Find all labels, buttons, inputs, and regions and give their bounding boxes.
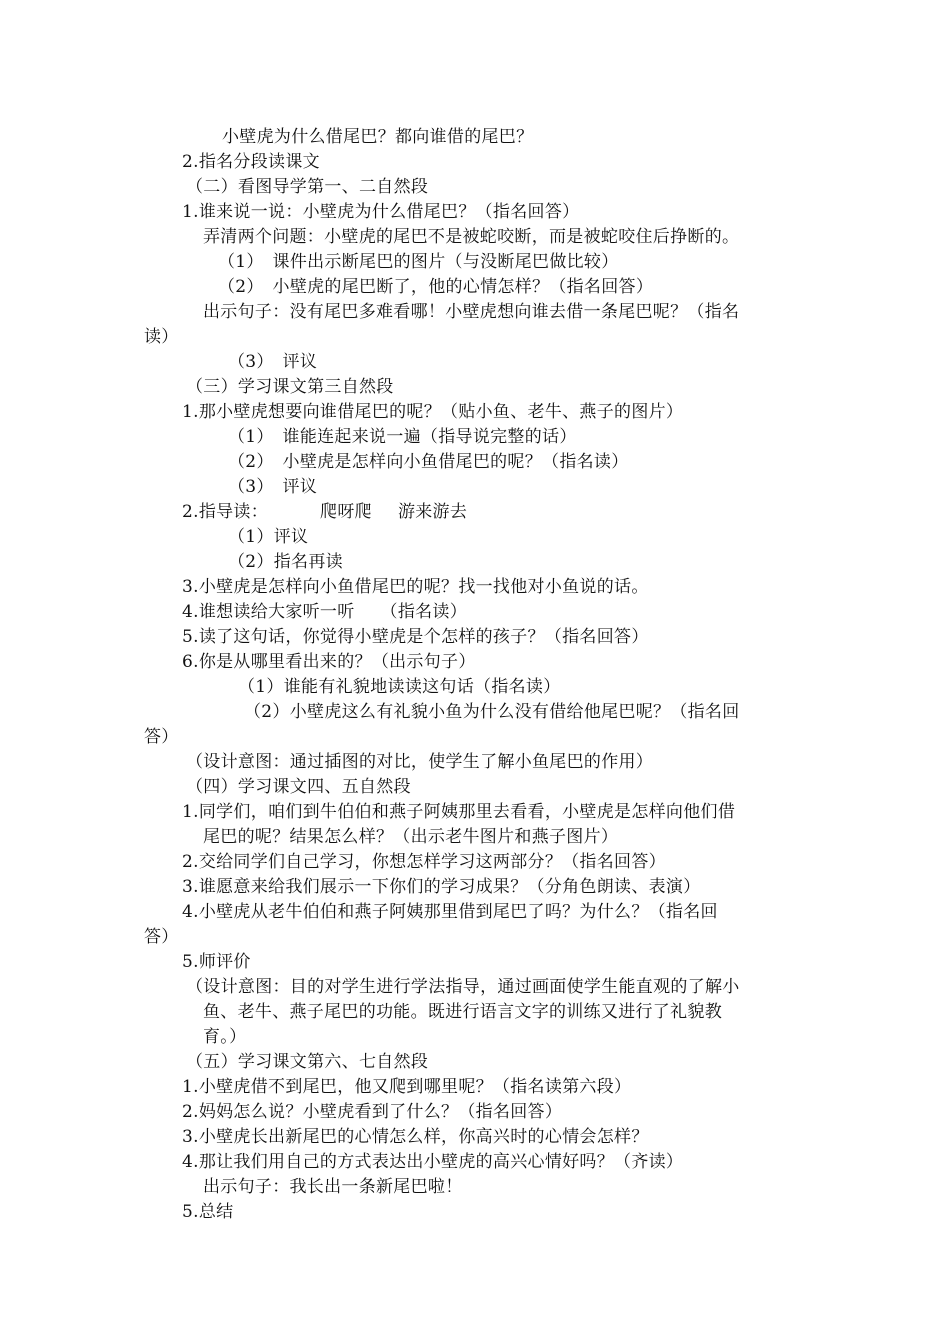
sub-item: （2）指名再读 <box>228 552 343 572</box>
list-item-note: （指名读） <box>380 602 468 622</box>
list-item-label: 4.谁想读给大家听一听 <box>182 602 355 622</box>
list-item: 1.小壁虎借不到尾巴，他又爬到哪里呢？（指名读第六段） <box>182 1077 632 1097</box>
list-item <box>182 500 467 524</box>
sub-item: （2）小壁虎这么有礼貌小鱼为什么没有借给他尾巴呢？（指名回 <box>244 702 740 722</box>
section-heading: （四）学习课文四、五自然段 <box>186 777 411 797</box>
list-item: 2.交给同学们自己学习，你想怎样学习这两部分？（指名回答） <box>182 852 666 872</box>
sub-item: （2） 小壁虎的尾巴断了，他的心情怎样？（指名回答） <box>218 277 654 297</box>
section-heading: （五）学习课文第六、七自然段 <box>186 1052 429 1072</box>
text-line: 尾巴的呢？结果怎么样？（出示老牛图片和燕子图片） <box>203 827 619 847</box>
list-item: 3.谁愿意来给我们展示一下你们的学习成果？（分角色朗读、表演） <box>182 877 701 897</box>
sub-item: （1） 谁能连起来说一遍（指导说完整的话） <box>228 427 577 447</box>
text-line: 答） <box>144 727 179 747</box>
sub-item: （1） 课件出示断尾巴的图片（与没断尾巴做比较） <box>218 252 619 272</box>
list-item: 5.总结 <box>182 1202 234 1222</box>
list-item: 2.指名分段读课文 <box>182 152 320 172</box>
reading-phrase: 游来游去 <box>397 502 468 522</box>
list-item: 6.你是从哪里看出来的？（出示句子） <box>182 652 476 672</box>
sub-item: （3） 评议 <box>228 352 318 372</box>
list-item: 4.那让我们用自己的方式表达出小壁虎的高兴心情好吗？（齐读） <box>182 1152 684 1172</box>
list-item: 2.妈妈怎么说？小壁虎看到了什么？（指名回答） <box>182 1102 563 1122</box>
list-item: 5.读了这句话，你觉得小壁虎是个怎样的孩子？（指名回答） <box>182 627 649 647</box>
text-line: 出示句子：没有尾巴多难看哪！小壁虎想向谁去借一条尾巴呢？（指名 <box>203 302 740 322</box>
text-line: 读） <box>144 327 179 347</box>
text-line: 小壁虎为什么借尾巴？都向谁借的尾巴？ <box>222 127 534 147</box>
text-line: 出示句子：我长出一条新尾巴啦！ <box>203 1177 463 1197</box>
text-line: 鱼、老牛、燕子尾巴的功能。既进行语言文字的训练又进行了礼貌教 <box>203 1002 722 1022</box>
design-note: （设计意图：目的对学生进行学法指导，通过画面使学生能直观的了解小 <box>186 977 740 997</box>
sub-item: （3） 评议 <box>228 477 318 497</box>
sub-item: （1）评议 <box>228 527 309 547</box>
list-item: 1.同学们，咱们到牛伯伯和燕子阿姨那里去看看，小壁虎是怎样向他们借 <box>182 802 736 822</box>
section-heading: （二）看图导学第一、二自然段 <box>186 177 429 197</box>
list-item: 3.小壁虎长出新尾巴的心情怎么样，你高兴时的心情会怎样？ <box>182 1127 649 1147</box>
text-line: 答） <box>144 927 179 947</box>
list-item: 5.师评价 <box>182 952 251 972</box>
list-item: 4.小壁虎从老牛伯伯和燕子阿姨那里借到尾巴了吗？为什么？（指名回 <box>182 902 718 922</box>
section-heading: （三）学习课文第三自然段 <box>186 377 394 397</box>
sub-item: （2） 小壁虎是怎样向小鱼借尾巴的呢？（指名读） <box>228 452 629 472</box>
list-item-label: 2.指导读： <box>182 502 269 522</box>
text-line: 弄清两个问题：小壁虎的尾巴不是被蛇咬断，而是被蛇咬住后挣断的。 <box>203 227 740 247</box>
design-note: （设计意图：通过插图的对比，使学生了解小鱼尾巴的作用） <box>186 752 654 772</box>
list-item: 3.小壁虎是怎样向小鱼借尾巴的呢？找一找他对小鱼说的话。 <box>182 577 649 597</box>
reading-phrase: 爬呀爬 <box>320 502 372 522</box>
list-item: 1.谁来说一说：小壁虎为什么借尾巴？（指名回答） <box>182 202 580 222</box>
sub-item: （1）谁能有礼貌地读读这句话（指名读） <box>238 677 561 697</box>
list-item: 1.那小壁虎想要向谁借尾巴的呢？（贴小鱼、老牛、燕子的图片） <box>182 402 684 422</box>
list-item <box>182 600 467 624</box>
text-line: 育。） <box>203 1027 247 1047</box>
